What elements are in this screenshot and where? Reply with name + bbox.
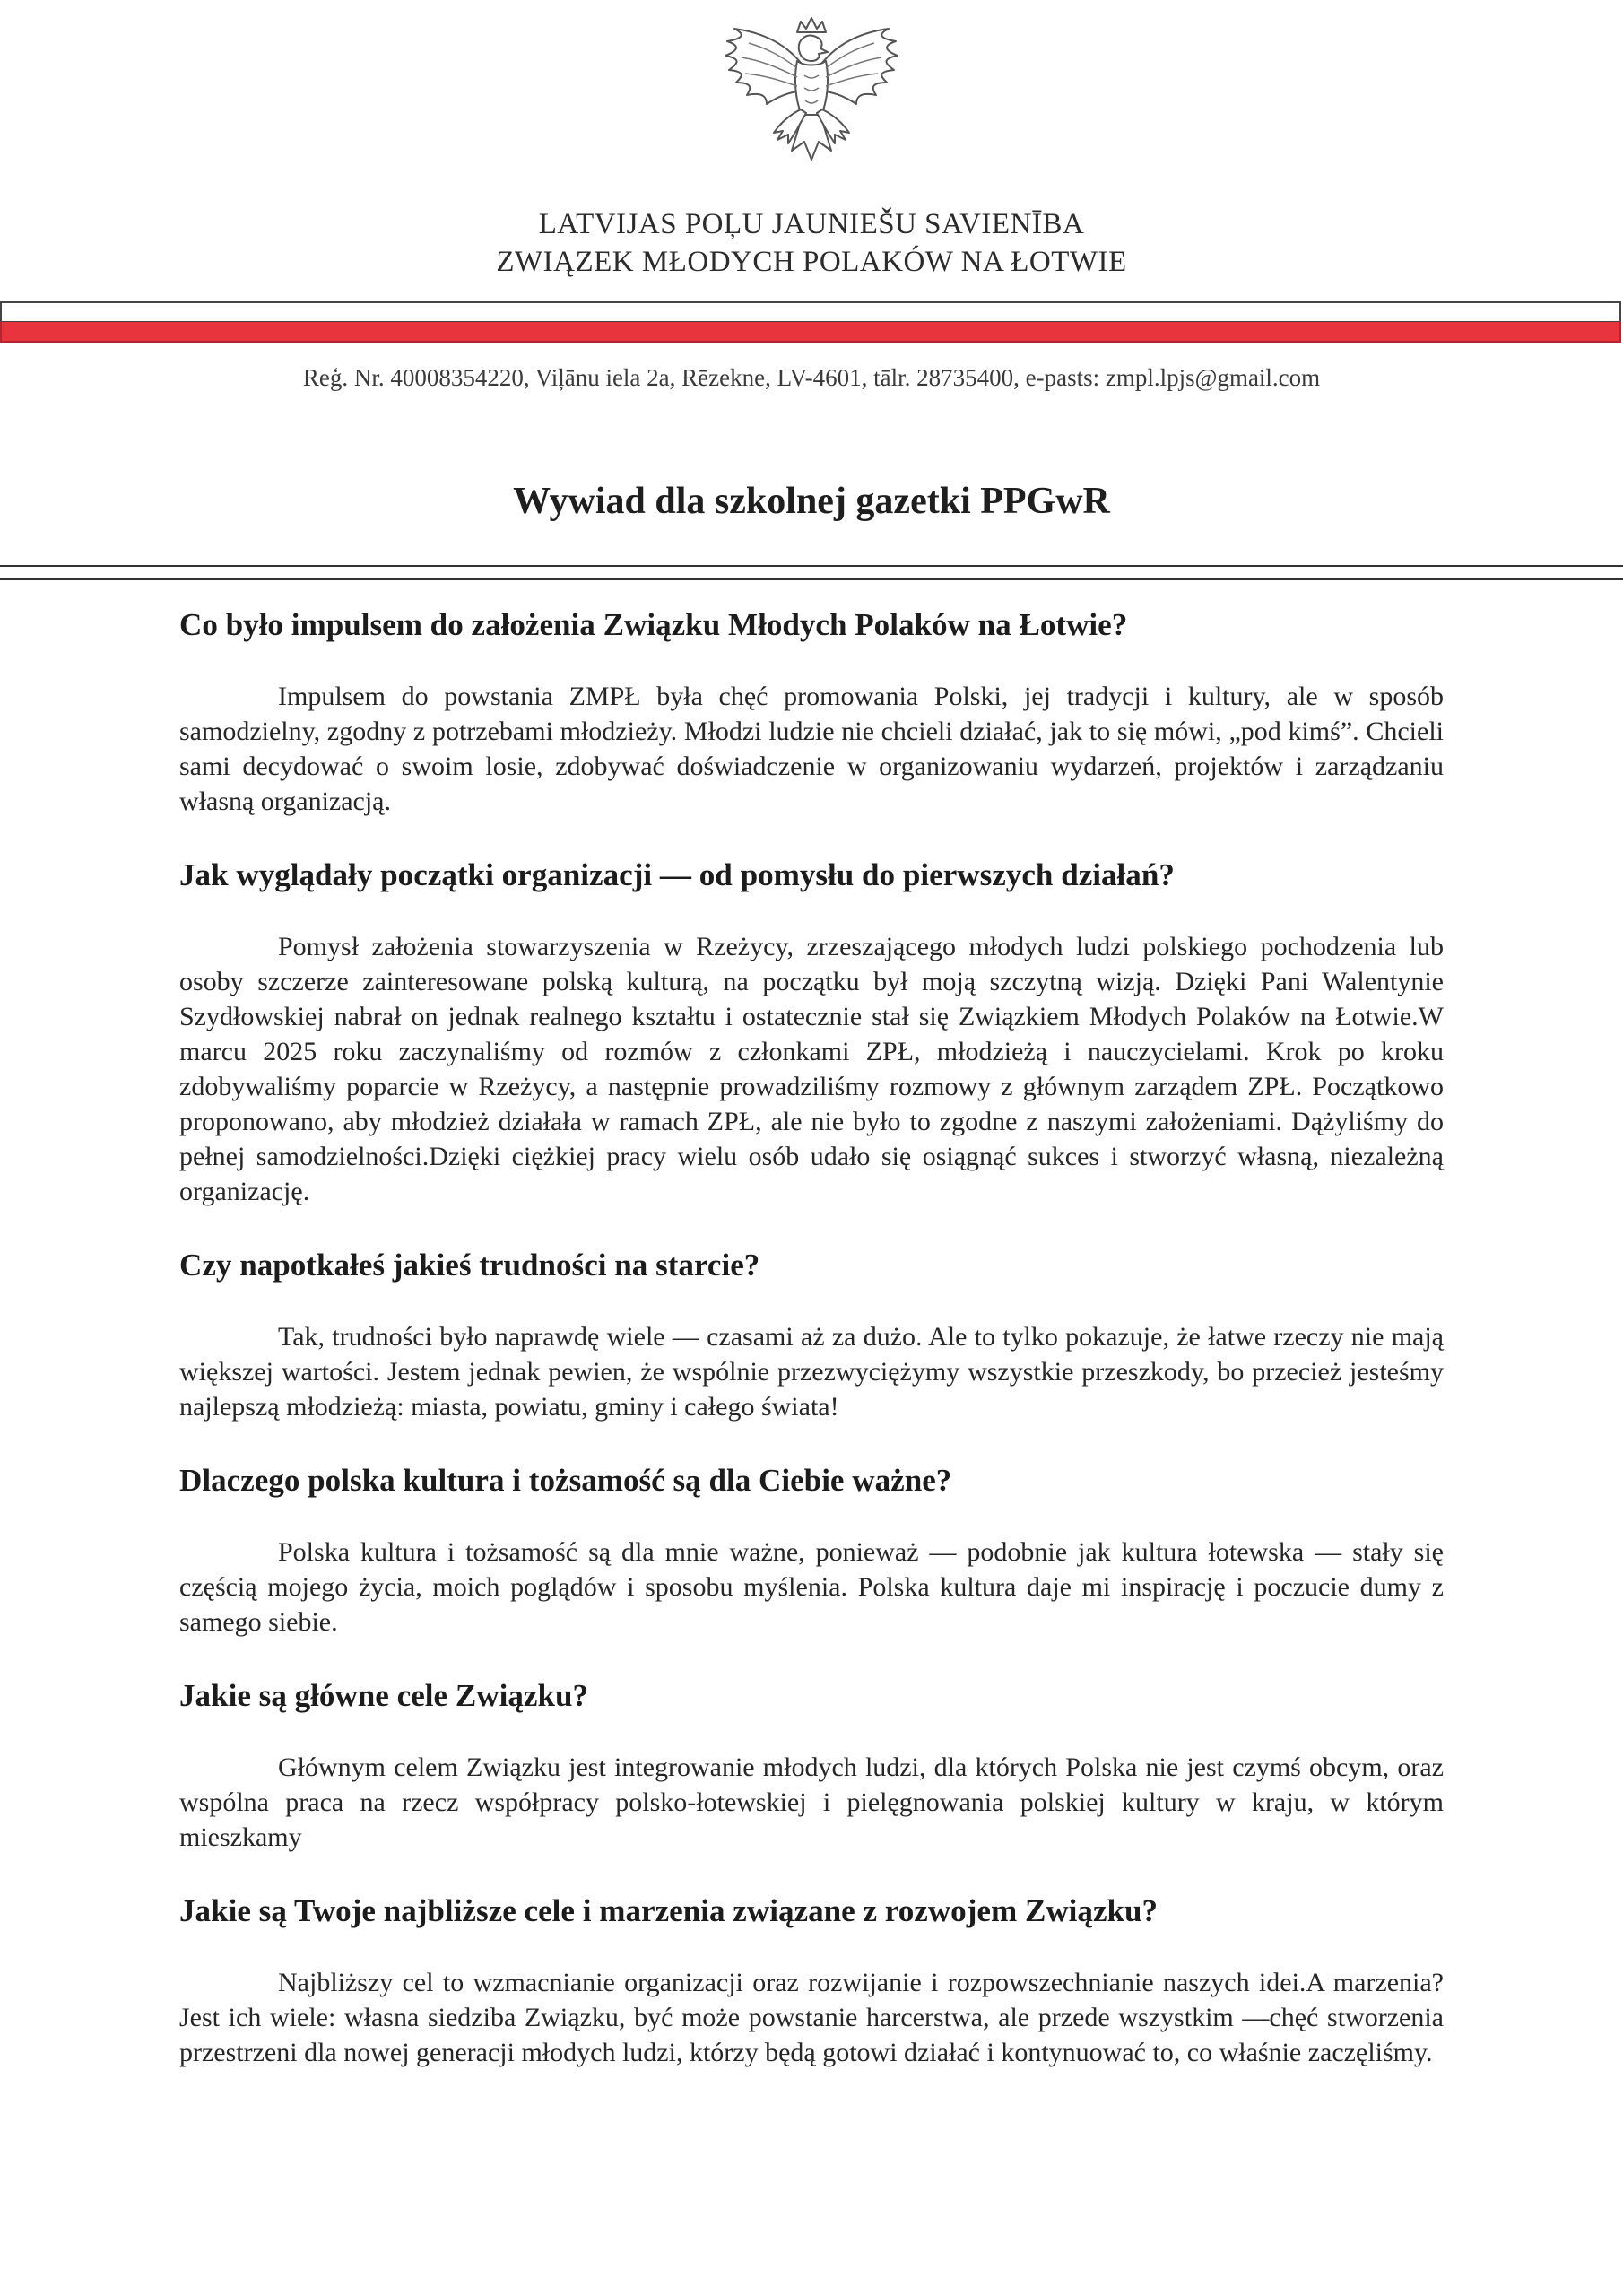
title-divider-bottom: [0, 578, 1623, 580]
answer: Głównym celem Związku jest integrowanie młodych ludzi, dla których Polska nie jest czymś obcym, oraz wspólna praca na rzecz współpracy polsko-łotewskiej i pielęgnowania polskiej kultury w kraju, w którym mieszkamy: [179, 1752, 1444, 1852]
organization-name-polish: ZWIĄZEK MŁODYCH POLAKÓW NA ŁOTWIE: [496, 246, 1127, 278]
answer: Impulsem do powstania ZMPŁ była chęć promowania Polski, jej tradycji i kultury, ale w sposób samodzielny, zgodny z potrzebami młodzieży. Młodzi ludzie nie chcieli działać, jak to się mówi, „pod kimś”. Chcieli sami decydować o swoim losie, zdobywać doświadczenie w organizowaniu wydarzeń, projektów i zarządzaniu własną organizacją.: [179, 682, 1444, 816]
flag-red-stripe: [0, 321, 1621, 343]
organization-name-latvian: LATVIJAS POĻU JAUNIEŠU SAVIENĪBA: [538, 208, 1085, 240]
answer: Pomysł założenia stowarzyszenia w Rzeżycy, zrzeszającego młodych ludzi polskiego pochodzenia lub osoby szczerze zainteresowane polską kulturą, na początku był moją szczytną wizją. Dzięki Pani Walentynie Szydłowskiej nabrał on jednak realnego kształtu i ostatecznie stał się Związkiem Młodych Polaków na Łotwie.W marcu 2025 roku zaczynaliśmy od rozmów z członkami ZPŁ, młodzieżą i nauczycielami. Krok po kroku zdobywaliśmy poparcie w Rzeżycy, a następnie prowadziliśmy rozmowy z głównym zarządem ZPŁ. Początkowo proponowano, aby młodzież działała w ramach ZPŁ, ale nie było to zgodne z naszymi założeniami. Dążyliśmy do pełnej samodzielności.Dzięki ciężkiej pracy wielu osób udało się osiągnąć sukces i stworzyć własną, niezależną organizację.: [179, 932, 1444, 1206]
white-eagle-emblem: [722, 16, 901, 170]
contact-line: Reģ. Nr. 40008354220, Viļānu iela 2a, Rēzekne, LV-4601, tālr. 28735400, e-pasts: zmpl.lpjs@gmail.com: [302, 364, 1321, 391]
answer: Najbliższy cel to wzmacnianie organizacji oraz rozwijanie i rozpowszechnianie naszych idei.A marzenia? Jest ich wiele: własna siedziba Związku, być może powstanie harcerstwa, ale przede wszystkim —chęć stworzenia przestrzeni dla nowej generacji młodych ludzi, którzy będą gotowi działać i kontynuować to, co właśnie zaczęliśmy.: [179, 1968, 1444, 2067]
question: Czy napotkałeś jakieś trudności na starcie?: [179, 1248, 760, 1283]
answer: Tak, trudności było naprawdę wiele — czasami aż za dużo. Ale to tylko pokazuje, że łatwe rzeczy nie mają większej wartości. Jestem jednak pewien, że wspólnie przezwyciężymy wszystkie przeszkody, bo przecież jesteśmy najlepszą młodzieżą: miasta, powiatu, gminy i całego świata!: [179, 1322, 1444, 1422]
document-title: Wywiad dla szkolnej gazetki PPGwR: [513, 481, 1110, 522]
question: Jakie są główne cele Związku?: [179, 1678, 588, 1713]
question: Jakie są Twoje najbliższe cele i marzenia związane z rozwojem Związku?: [179, 1893, 1159, 1928]
answer: Polska kultura i tożsamość są dla mnie ważne, ponieważ — podobnie jak kultura łotewska — stały się częścią mojego życia, moich poglądów i sposobu myślenia. Polska kultura daje mi inspirację i poczucie dumy z samego siebie.: [179, 1537, 1444, 1637]
interview-body: [179, 603, 1444, 2104]
title-divider-top: [0, 565, 1623, 567]
question: Dlaczego polska kultura i tożsamość są dla Ciebie ważne?: [179, 1463, 952, 1498]
question: Jak wyglądały początki organizacji — od pomysłu do pierwszych działań?: [179, 857, 1175, 892]
flag-white-stripe: [0, 301, 1621, 321]
question: Co było impulsem do założenia Związku Młodych Polaków na Łotwie?: [179, 607, 1128, 642]
